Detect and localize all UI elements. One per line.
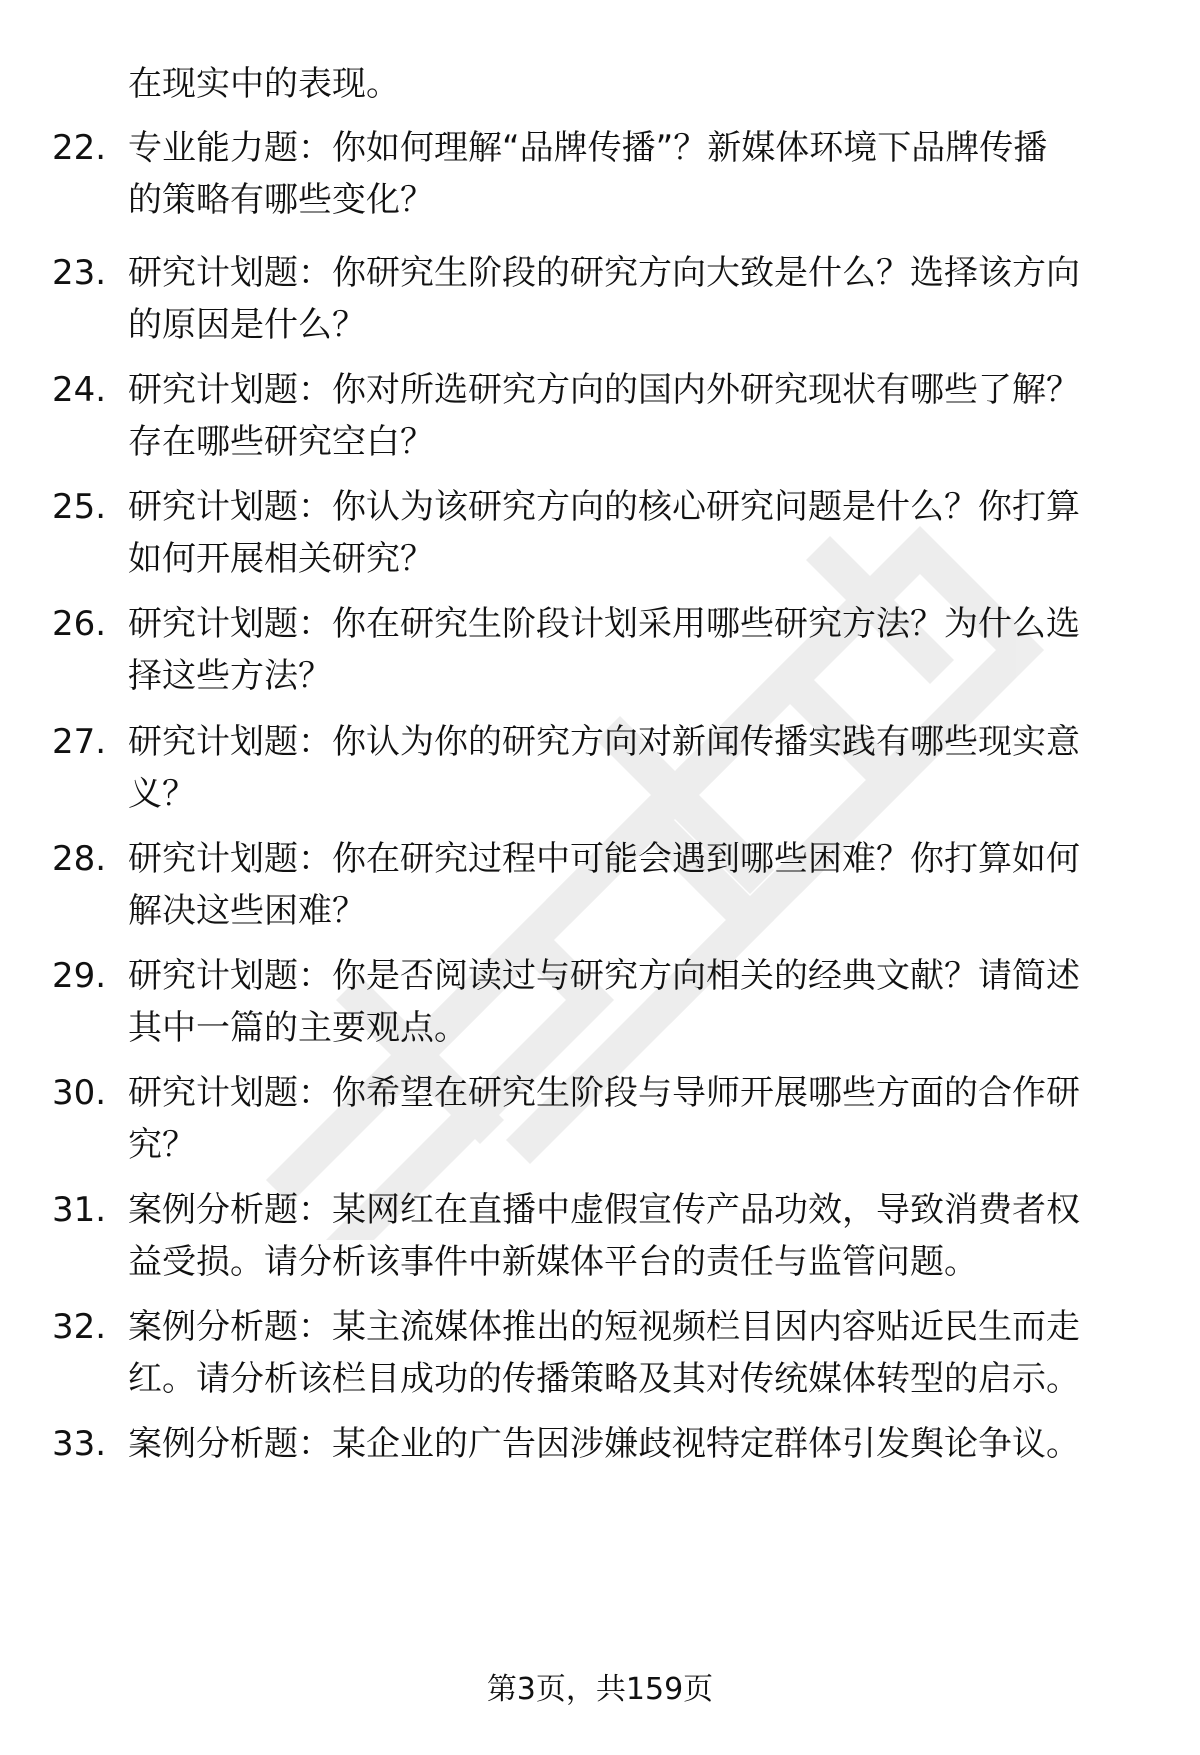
list-item-32	[0, 1301, 1200, 1411]
item-number: 29.	[52, 956, 107, 996]
page-number-footer: 第3页，共159页	[486, 1672, 714, 1707]
item-text-line: 研究计划题：你希望在研究生阶段与导师开展哪些方面的合作研	[128, 1073, 1080, 1113]
list-item-25	[0, 481, 1200, 591]
list-item-23	[0, 247, 1200, 357]
continued-text: 在现实中的表现。	[128, 64, 400, 104]
item-text-line: 究？	[128, 1125, 196, 1165]
list-item-31	[0, 1184, 1200, 1294]
item-number: 22.	[52, 128, 107, 168]
item-number: 27.	[52, 722, 107, 762]
item-text	[128, 716, 1138, 820]
item-text-line: 研究计划题：你认为该研究方向的核心研究问题是什么？你打算	[128, 487, 1080, 527]
item-text-line: 其中一篇的主要观点。	[128, 1008, 468, 1048]
list-item-33	[0, 1418, 1200, 1528]
item-text	[128, 481, 1138, 585]
item-text-line: 的策略有哪些变化？	[128, 180, 434, 220]
item-text	[128, 598, 1138, 702]
item-text-line: 案例分析题：某网红在直播中虚假宣传产品功效，导致消费者权	[128, 1190, 1080, 1230]
item-number: 31.	[52, 1190, 107, 1230]
item-text	[128, 833, 1138, 937]
item-text-line: 存在哪些研究空白？	[128, 422, 434, 462]
item-text-line: 研究计划题：你在研究生阶段计划采用哪些研究方法？为什么选	[128, 604, 1080, 644]
item-text	[128, 1184, 1138, 1288]
item-text-line: 研究计划题：你是否阅读过与研究方向相关的经典文献？请简述	[128, 956, 1080, 996]
list-item-29	[0, 950, 1200, 1060]
item-text-line: 解决这些困难？	[128, 891, 366, 931]
item-text	[128, 1418, 1138, 1470]
item-number: 23.	[52, 253, 107, 293]
item-text-line: 红。请分析该栏目成功的传播策略及其对传统媒体转型的启示。	[128, 1359, 1080, 1399]
item-text	[128, 122, 1138, 226]
item-number: 30.	[52, 1073, 107, 1113]
list-item-27	[0, 716, 1200, 826]
item-text-line: 义？	[128, 774, 196, 814]
list-item-22	[0, 122, 1200, 232]
item-text-line: 益受损。请分析该事件中新媒体平台的责任与监管问题。	[128, 1242, 978, 1282]
item-text-line: 研究计划题：你对所选研究方向的国内外研究现状有哪些了解？	[128, 370, 1080, 410]
item-number: 26.	[52, 604, 107, 644]
item-text	[128, 247, 1138, 351]
list-item-30	[0, 1067, 1200, 1177]
list-item-28	[0, 833, 1200, 943]
item-text	[128, 950, 1138, 1054]
item-text	[128, 1067, 1138, 1171]
item-text-line: 案例分析题：某主流媒体推出的短视频栏目因内容贴近民生而走	[128, 1307, 1080, 1347]
item-number: 25.	[52, 487, 107, 527]
item-text	[128, 1301, 1138, 1405]
list-item-24	[0, 364, 1200, 474]
item-text-line: 择这些方法？	[128, 656, 332, 696]
item-number: 28.	[52, 839, 107, 879]
item-text-line: 研究计划题：你研究生阶段的研究方向大致是什么？选择该方向	[128, 253, 1080, 293]
list-item-26	[0, 598, 1200, 708]
item-text-line: 如何开展相关研究？	[128, 539, 434, 579]
item-number: 24.	[52, 370, 107, 410]
item-text-line: 研究计划题：你认为你的研究方向对新闻传播实践有哪些现实意	[128, 722, 1080, 762]
item-number: 33.	[52, 1424, 107, 1464]
item-text-line: 研究计划题：你在研究过程中可能会遇到哪些困难？你打算如何	[128, 839, 1080, 879]
item-number: 32.	[52, 1307, 107, 1347]
item-text-line: 案例分析题：某企业的广告因涉嫌歧视特定群体引发舆论争议。	[128, 1424, 1080, 1464]
item-text	[128, 364, 1138, 468]
item-text-line: 专业能力题：你如何理解“品牌传播”？新媒体环境下品牌传播	[128, 128, 1048, 168]
item-text-line: 的原因是什么？	[128, 305, 366, 345]
